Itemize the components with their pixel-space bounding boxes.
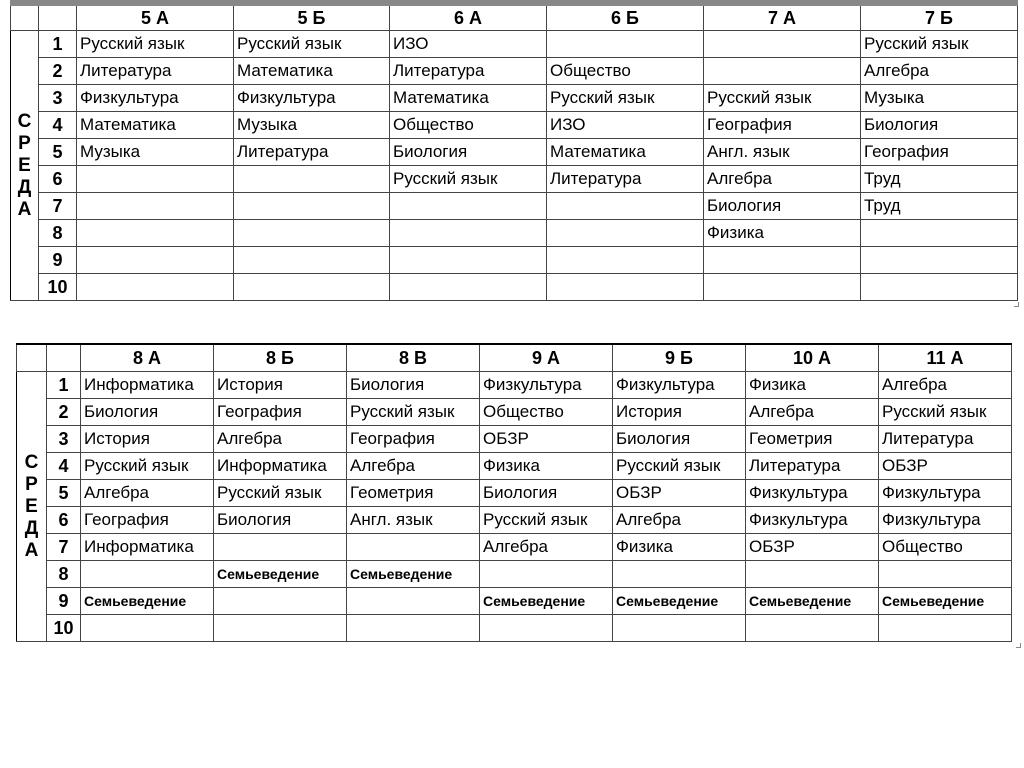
subject-cell[interactable] bbox=[547, 193, 704, 220]
subject-cell[interactable]: Литература bbox=[77, 58, 234, 85]
lesson-row bbox=[17, 534, 1012, 561]
subject-cell[interactable]: Семьеведение bbox=[879, 588, 1012, 615]
subject-cell[interactable] bbox=[704, 247, 861, 274]
day-letter: С bbox=[24, 451, 39, 473]
subject-cell[interactable]: Информатика bbox=[214, 453, 347, 480]
schedule-table-grades-8-11 bbox=[16, 343, 1012, 642]
lesson-number: 7 bbox=[39, 193, 77, 220]
subject-cell[interactable] bbox=[704, 31, 861, 58]
subject-cell[interactable] bbox=[390, 193, 547, 220]
subject-cell[interactable]: Музыка bbox=[77, 139, 234, 166]
subject-cell[interactable]: Музыка bbox=[234, 112, 390, 139]
lesson-row bbox=[11, 31, 1018, 58]
corner-cell bbox=[47, 344, 81, 372]
subject-cell[interactable]: Русский язык bbox=[547, 85, 704, 112]
schedule-table-grades-5-7 bbox=[10, 0, 1018, 301]
subject-cell[interactable] bbox=[77, 247, 234, 274]
subject-cell[interactable] bbox=[480, 561, 613, 588]
subject-cell[interactable]: Семьеведение bbox=[214, 561, 347, 588]
subject-cell[interactable] bbox=[81, 561, 214, 588]
lesson-number: 8 bbox=[39, 220, 77, 247]
subject-cell[interactable]: Общество bbox=[547, 58, 704, 85]
selection-corner-mark bbox=[1016, 643, 1021, 648]
subject-cell[interactable]: Физкультура bbox=[613, 372, 746, 399]
lesson-number: 9 bbox=[47, 588, 81, 615]
subject-cell[interactable]: Русский язык bbox=[81, 453, 214, 480]
day-letter: Е bbox=[18, 154, 31, 176]
subject-cell[interactable]: Труд bbox=[861, 193, 1018, 220]
subject-cell[interactable]: География bbox=[347, 426, 480, 453]
subject-cell[interactable]: Алгебра bbox=[704, 166, 861, 193]
subject-cell[interactable] bbox=[613, 561, 746, 588]
subject-cell[interactable] bbox=[234, 247, 390, 274]
subject-cell[interactable]: Общество bbox=[390, 112, 547, 139]
subject-cell[interactable]: Информатика bbox=[81, 372, 214, 399]
subject-cell[interactable]: Русский язык bbox=[613, 453, 746, 480]
class-header: 5 Б bbox=[234, 3, 390, 31]
subject-cell[interactable]: География bbox=[214, 399, 347, 426]
subject-cell[interactable] bbox=[547, 247, 704, 274]
day-letter: С bbox=[17, 110, 32, 132]
subject-cell[interactable] bbox=[81, 615, 214, 642]
subject-cell[interactable]: Алгебра bbox=[81, 480, 214, 507]
subject-cell[interactable]: Англ. язык bbox=[347, 507, 480, 534]
corner-cell bbox=[39, 3, 77, 31]
subject-cell[interactable]: Музыка bbox=[861, 85, 1018, 112]
subject-cell[interactable]: География bbox=[704, 112, 861, 139]
subject-cell[interactable]: ОБЗР bbox=[480, 426, 613, 453]
subject-cell[interactable]: Общество bbox=[879, 534, 1012, 561]
class-header: 9 А bbox=[480, 344, 613, 372]
subject-cell[interactable] bbox=[480, 615, 613, 642]
subject-cell[interactable]: География bbox=[81, 507, 214, 534]
subject-cell[interactable]: Семьеведение bbox=[613, 588, 746, 615]
class-header: 10 А bbox=[746, 344, 879, 372]
lesson-row bbox=[17, 372, 1012, 399]
subject-cell[interactable] bbox=[879, 615, 1012, 642]
lesson-number: 6 bbox=[39, 166, 77, 193]
subject-cell[interactable]: Семьеведение bbox=[746, 588, 879, 615]
subject-cell[interactable] bbox=[746, 561, 879, 588]
subject-cell[interactable]: Биология bbox=[704, 193, 861, 220]
subject-cell[interactable]: ОБЗР bbox=[879, 453, 1012, 480]
subject-cell[interactable]: Русский язык bbox=[861, 31, 1018, 58]
day-label-wednesday bbox=[17, 372, 47, 642]
subject-cell[interactable]: Литература bbox=[746, 453, 879, 480]
subject-cell[interactable]: ИЗО bbox=[390, 31, 547, 58]
subject-cell[interactable] bbox=[234, 274, 390, 301]
subject-cell[interactable] bbox=[347, 534, 480, 561]
subject-cell[interactable]: Русский язык bbox=[214, 480, 347, 507]
subject-cell[interactable] bbox=[390, 220, 547, 247]
lesson-row bbox=[17, 588, 1012, 615]
lesson-row bbox=[17, 615, 1012, 642]
lesson-row bbox=[11, 274, 1018, 301]
lesson-number: 5 bbox=[47, 480, 81, 507]
subject-cell[interactable]: Семьеведение bbox=[347, 561, 480, 588]
subject-cell[interactable] bbox=[214, 615, 347, 642]
corner-cell bbox=[17, 344, 47, 372]
subject-cell[interactable] bbox=[214, 588, 347, 615]
subject-cell[interactable] bbox=[704, 274, 861, 301]
schedule-sheet-lower bbox=[16, 343, 1012, 642]
lesson-number: 4 bbox=[47, 453, 81, 480]
lesson-number: 7 bbox=[47, 534, 81, 561]
subject-cell[interactable]: ИЗО bbox=[547, 112, 704, 139]
lesson-number: 2 bbox=[39, 58, 77, 85]
corner-cell bbox=[11, 3, 39, 31]
lesson-number: 1 bbox=[47, 372, 81, 399]
lesson-row bbox=[11, 193, 1018, 220]
subject-cell[interactable]: Алгебра bbox=[480, 534, 613, 561]
class-header: 8 Б bbox=[214, 344, 347, 372]
class-header: 7 А bbox=[704, 3, 861, 31]
lesson-number: 6 bbox=[47, 507, 81, 534]
lesson-number: 9 bbox=[39, 247, 77, 274]
subject-cell[interactable]: Физкультура bbox=[234, 85, 390, 112]
class-header: 9 Б bbox=[613, 344, 746, 372]
lesson-row bbox=[11, 247, 1018, 274]
subject-cell[interactable] bbox=[879, 561, 1012, 588]
subject-cell[interactable]: Биология bbox=[214, 507, 347, 534]
lesson-row bbox=[17, 453, 1012, 480]
class-header: 11 А bbox=[879, 344, 1012, 372]
class-header: 8 В bbox=[347, 344, 480, 372]
subject-cell[interactable]: Литература bbox=[234, 139, 390, 166]
subject-cell[interactable]: Информатика bbox=[81, 534, 214, 561]
subject-cell[interactable] bbox=[861, 274, 1018, 301]
subject-cell[interactable]: Физкультура bbox=[879, 480, 1012, 507]
lesson-row bbox=[17, 399, 1012, 426]
subject-cell[interactable] bbox=[77, 166, 234, 193]
lesson-row bbox=[11, 58, 1018, 85]
lesson-number: 1 bbox=[39, 31, 77, 58]
subject-cell[interactable]: Русский язык bbox=[879, 399, 1012, 426]
subject-cell[interactable]: Физика bbox=[480, 453, 613, 480]
subject-cell[interactable]: Алгебра bbox=[347, 453, 480, 480]
subject-cell[interactable]: Биология bbox=[81, 399, 214, 426]
subject-cell[interactable] bbox=[77, 193, 234, 220]
subject-cell[interactable]: Биология bbox=[861, 112, 1018, 139]
subject-cell[interactable]: Биология bbox=[613, 426, 746, 453]
lesson-row bbox=[11, 220, 1018, 247]
day-letter: А bbox=[17, 198, 32, 220]
subject-cell[interactable]: Алгебра bbox=[214, 426, 347, 453]
subject-cell[interactable]: Биология bbox=[390, 139, 547, 166]
subject-cell[interactable] bbox=[347, 588, 480, 615]
lesson-number: 2 bbox=[47, 399, 81, 426]
subject-cell[interactable]: Алгебра bbox=[861, 58, 1018, 85]
lesson-number: 3 bbox=[47, 426, 81, 453]
lesson-number: 4 bbox=[39, 112, 77, 139]
subject-cell[interactable] bbox=[861, 220, 1018, 247]
subject-cell[interactable] bbox=[547, 31, 704, 58]
subject-cell[interactable]: История bbox=[214, 372, 347, 399]
subject-cell[interactable] bbox=[234, 220, 390, 247]
subject-cell[interactable] bbox=[234, 166, 390, 193]
subject-cell[interactable]: География bbox=[861, 139, 1018, 166]
subject-cell[interactable]: Биология bbox=[480, 480, 613, 507]
subject-cell[interactable]: Физкультура bbox=[746, 507, 879, 534]
subject-cell[interactable] bbox=[390, 247, 547, 274]
schedule-sheet-upper bbox=[10, 0, 1018, 301]
subject-cell[interactable]: Математика bbox=[77, 112, 234, 139]
subject-cell[interactable] bbox=[547, 274, 704, 301]
lesson-row bbox=[17, 561, 1012, 588]
subject-cell[interactable]: Физика bbox=[746, 372, 879, 399]
class-header: 6 А bbox=[390, 3, 547, 31]
subject-cell[interactable]: Русский язык bbox=[234, 31, 390, 58]
lesson-row bbox=[11, 139, 1018, 166]
subject-cell[interactable]: Алгебра bbox=[746, 399, 879, 426]
day-letter: Р bbox=[18, 132, 31, 154]
lesson-number: 10 bbox=[47, 615, 81, 642]
subject-cell[interactable]: Физкультура bbox=[746, 480, 879, 507]
lesson-row bbox=[17, 426, 1012, 453]
subject-cell[interactable] bbox=[547, 220, 704, 247]
subject-cell[interactable]: Биология bbox=[347, 372, 480, 399]
subject-cell[interactable]: Русский язык bbox=[704, 85, 861, 112]
subject-cell[interactable] bbox=[347, 615, 480, 642]
lesson-number: 5 bbox=[39, 139, 77, 166]
day-letter: Е bbox=[25, 495, 38, 517]
subject-cell[interactable]: Математика bbox=[234, 58, 390, 85]
subject-cell[interactable]: Труд bbox=[861, 166, 1018, 193]
class-header: 8 А bbox=[81, 344, 214, 372]
lesson-row bbox=[11, 112, 1018, 139]
subject-cell[interactable]: История bbox=[81, 426, 214, 453]
subject-cell[interactable]: Математика bbox=[547, 139, 704, 166]
subject-cell[interactable]: Геометрия bbox=[746, 426, 879, 453]
subject-cell[interactable] bbox=[390, 274, 547, 301]
lesson-row bbox=[17, 507, 1012, 534]
subject-cell[interactable]: История bbox=[613, 399, 746, 426]
class-header: 5 А bbox=[77, 3, 234, 31]
day-letter: Д bbox=[17, 176, 32, 198]
subject-cell[interactable]: Литература bbox=[547, 166, 704, 193]
lesson-row bbox=[17, 480, 1012, 507]
subject-cell[interactable]: Математика bbox=[390, 85, 547, 112]
subject-cell[interactable]: ОБЗР bbox=[746, 534, 879, 561]
class-header: 6 Б bbox=[547, 3, 704, 31]
subject-cell[interactable] bbox=[77, 274, 234, 301]
subject-cell[interactable]: Русский язык bbox=[390, 166, 547, 193]
class-header: 7 Б bbox=[861, 3, 1018, 31]
subject-cell[interactable]: Алгебра bbox=[879, 372, 1012, 399]
subject-cell[interactable]: Англ. язык bbox=[704, 139, 861, 166]
subject-cell[interactable]: Русский язык bbox=[480, 507, 613, 534]
subject-cell[interactable] bbox=[77, 220, 234, 247]
subject-cell[interactable]: Физкультура bbox=[879, 507, 1012, 534]
subject-cell[interactable]: Физика bbox=[613, 534, 746, 561]
lesson-row bbox=[11, 166, 1018, 193]
day-letter: А bbox=[24, 539, 39, 561]
subject-cell[interactable] bbox=[234, 193, 390, 220]
subject-cell[interactable] bbox=[613, 615, 746, 642]
subject-cell[interactable]: Физкультура bbox=[77, 85, 234, 112]
subject-cell[interactable] bbox=[746, 615, 879, 642]
subject-cell[interactable]: Русский язык bbox=[347, 399, 480, 426]
subject-cell[interactable] bbox=[704, 58, 861, 85]
subject-cell[interactable]: Общество bbox=[480, 399, 613, 426]
header-row bbox=[11, 3, 1018, 31]
subject-cell[interactable]: Литература bbox=[390, 58, 547, 85]
subject-cell[interactable]: Семьеведение bbox=[480, 588, 613, 615]
subject-cell[interactable]: Семьеведение bbox=[81, 588, 214, 615]
header-row bbox=[17, 344, 1012, 372]
lesson-number: 8 bbox=[47, 561, 81, 588]
subject-cell[interactable]: Физика bbox=[704, 220, 861, 247]
subject-cell[interactable] bbox=[861, 247, 1018, 274]
subject-cell[interactable]: Литература bbox=[879, 426, 1012, 453]
subject-cell[interactable]: Физкультура bbox=[480, 372, 613, 399]
selection-corner-mark bbox=[1014, 302, 1019, 307]
subject-cell[interactable]: Алгебра bbox=[613, 507, 746, 534]
lesson-number: 3 bbox=[39, 85, 77, 112]
day-letter: Д bbox=[24, 517, 39, 539]
day-letter: Р bbox=[25, 473, 38, 495]
subject-cell[interactable] bbox=[214, 534, 347, 561]
lesson-row bbox=[11, 85, 1018, 112]
subject-cell[interactable]: ОБЗР bbox=[613, 480, 746, 507]
subject-cell[interactable]: Геометрия bbox=[347, 480, 480, 507]
subject-cell[interactable]: Русский язык bbox=[77, 31, 234, 58]
lesson-number: 10 bbox=[39, 274, 77, 301]
day-label-wednesday bbox=[11, 31, 39, 301]
